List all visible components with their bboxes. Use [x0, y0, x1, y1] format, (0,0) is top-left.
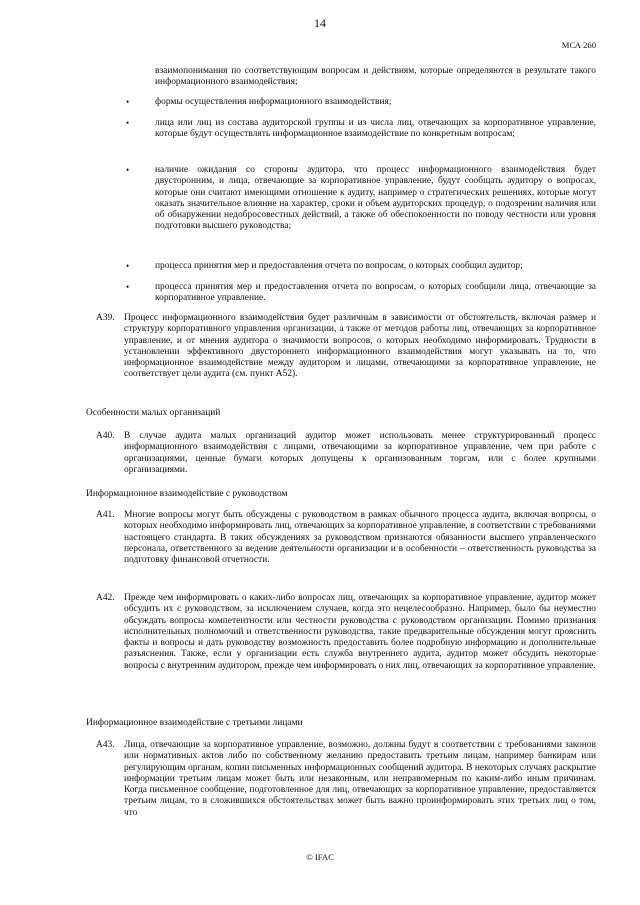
paragraph-text: Лица, отвечающие за корпоративное управление, возможно, должны будут в соответствии с требованиями законов или нормативных актов либо по собственному желанию предоставить третьим лицам, например банкирам или регулирующим органам, копии письменных информационных сообщений аудитора. В некоторых случаях раскрытие информации третьим лицам может быть или незаконным, или неправомерным по каким-либо иным причинам. Когда письменное сообщение, подготовленное для лиц, отвечающих за корпоративное управление, предоставляется третьим лицам, то в сложившихся обстоятельствах может быть важно проинформировать этих третьих лиц о том, что: [124, 740, 596, 818]
page-number: 14: [314, 16, 326, 30]
paragraph-text: В случае аудита малых организаций аудитор может использовать менее структурированный процесс информационного взаимодействия с лицами, отвечающими за корпоративное управление, чем при работе с организациями, ценные бумаги которых допущены к организованным торгам, или с более крупными организациями.: [124, 431, 596, 475]
section-heading-small-entities: Особенности малых организаций: [86, 408, 221, 418]
bullet-item: процесса принятия мер и предоставления отчета по вопросам, о которых сообщил аудитор;: [155, 261, 523, 271]
bullet-marker: •: [126, 118, 130, 128]
bullet-marker: •: [126, 282, 130, 292]
standard-reference: МСА 260: [561, 40, 596, 50]
paragraph-id: A41.: [96, 510, 115, 520]
bullet-item: наличие ожидания со стороны аудитора, что процесс информационного взаимодействия будет двусторонним, и лица, отвечающие за корпоративное управление, будут сообщать аудитору о вопросах, которые они считают имеющими отношение к аудиту, например о стратегических решениях, которые могут оказать значительное влияние на характер, сроки и объем аудиторских процедур, о подозрении наличия или об обнаружении недобросовестных действий, а также об обеспокоенности по поводу честности или уровня подготовки высшего руководства;: [155, 165, 596, 232]
bullet-item: лица или лиц из состава аудиторской группы и из числа лиц, отвечающих за корпоративное управление, которые будут осуществлять информационное взаимодействие по конкретным вопросам;: [155, 118, 596, 140]
paragraph-id: A39.: [96, 313, 115, 323]
bullet-item: формы осуществления информационного взаимодействия;: [155, 97, 392, 107]
bullet-marker: •: [126, 261, 130, 271]
bullet-item: процесса принятия мер и предоставления отчета по вопросам, о которых сообщили лица, отвечающие за корпоративное управление.: [155, 282, 596, 304]
paragraph-id: A42.: [96, 593, 115, 603]
section-heading-management: Информационное взаимодействие с руководством: [86, 489, 288, 499]
paragraph-id: A40.: [96, 431, 115, 441]
bullet-marker: •: [126, 97, 130, 107]
paragraph-text: Многие вопросы могут быть обсуждены с руководством в рамках обычного процесса аудита, включая вопросы, о которых необходимо информировать лиц, отвечающих за корпоративное управление, в соответствии с требованиями настоящего стандарта. В таких обсуждениях за руководством признаются обязанности высшего управленческого персонала, ответственного за ведение деятельности организации и в особенности – ответственность руководства за подготовку финансовой отчетности.: [124, 510, 596, 566]
paragraph-text: Прежде чем информировать о каких-либо вопросах лиц, отвечающих за корпоративное управление, аудитор может обсудить их с руководством, за исключением случаев, когда это нецелесообразно. Например, было бы неуместно обсуждать вопросы компетентности или честности руководства с руководством организации. Помимо признания исполнительных полномочий и ответственности руководства, такие предварительные обсуждения могут прояснить факты и вопросы и дать руководству возможность предоставить более подробную информацию и дополнительные разъяснения. Также, если у организации есть служба внутреннего аудита, аудитор может обсудить некоторые вопросы с внутренним аудитором, прежде чем информировать о них лиц, отвечающих за корпоративное управление.: [124, 593, 596, 671]
paragraph-id: A43.: [96, 740, 115, 750]
bullet-marker: •: [126, 165, 130, 175]
section-heading-third-parties: Информационное взаимодействие с третьими лицами: [86, 718, 303, 728]
footer-copyright: © IFAC: [306, 852, 334, 862]
intro-continuation: взаимопонимания по соответствующим вопросам и действиям, которые определяются в результате такого информационного взаимодействия;: [155, 66, 596, 88]
paragraph-text: Процесс информационного взаимодействия будет различным в зависимости от обстоятельств, включая размер и структуру корпоративного управления организации, а также от методов работы лиц, отвечающих за корпоративное управление, и от мнения аудитора о значимости вопросов, о которых необходимо информировать. Трудности в установлении эффективного двустороннего информационного взаимодействия могут указывать на то, что информационное взаимодействие между аудитором и лицами, отвечающими за корпоративное управление, не соответствует цели аудита (см. пункт A52).: [124, 313, 596, 380]
